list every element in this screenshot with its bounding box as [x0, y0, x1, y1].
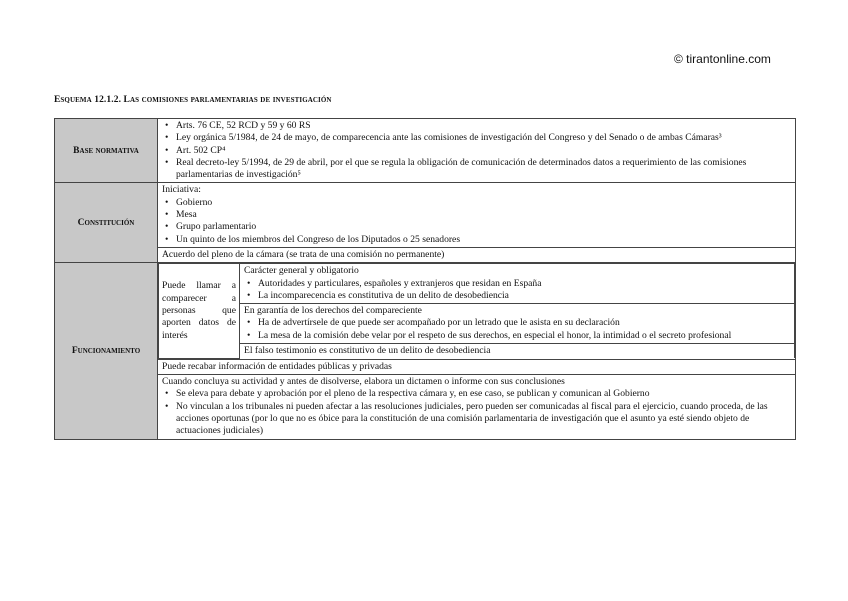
- base-normativa-list: [162, 120, 791, 181]
- list-item: • La incomparecencia es constitutiva de un delito de desobediencia: [244, 290, 790, 302]
- acuerdo-pleno: Acuerdo del pleno de la cámara (se trata de una comisión no permanente): [158, 247, 796, 262]
- garantia-cell: [240, 304, 795, 344]
- row-acuerdo: [55, 247, 796, 262]
- row-base-normativa: [55, 119, 796, 183]
- caracter-title: Carácter general y obligatorio: [244, 265, 359, 277]
- list-item: • Se eleva para debate y aprobación por el pleno de la respectiva cámara y, en ese caso, se publican y comunican al Gobierno: [162, 388, 791, 400]
- list-item: • Gobierno: [162, 197, 791, 209]
- list-item: • La mesa de la comisión debe velar por el respeto de sus derechos, en especial el honor, la intimidad o el secreto profesional: [244, 330, 790, 342]
- row-constitucion: [55, 183, 796, 247]
- row-funcionamiento: [55, 263, 796, 360]
- recabar-informacion: Puede recabar información de entidades públicas y privadas: [158, 359, 796, 374]
- funcionamiento-header: Funcionamiento: [55, 263, 158, 439]
- garantia-list: [244, 317, 790, 342]
- base-normativa-content: [158, 119, 796, 183]
- dictamen-list: [162, 388, 791, 437]
- base-normativa-header: Base normativa: [55, 119, 158, 183]
- comparecencia-subtable: [158, 263, 795, 359]
- comparecencia-block: [158, 263, 796, 360]
- list-item: • Grupo parlamentario: [162, 221, 791, 233]
- scheme-table: [54, 118, 796, 440]
- caracter-cell: [240, 264, 795, 304]
- constitucion-iniciativa: [158, 183, 796, 247]
- watermark: © tirantonline.com: [674, 52, 771, 66]
- dictamen-block: [158, 375, 796, 439]
- constitucion-header: Constitución: [55, 183, 158, 263]
- list-item: • Ley orgánica 5/1984, de 24 de mayo, de comparecencia ante las comisiones de investigación del Congreso y del Senado o de ambas Cámaras³: [162, 132, 791, 144]
- list-item: • Art. 502 CP⁴: [162, 145, 791, 157]
- puede-llamar: Puede llamar a comparecer a personas que aporten datos de interés: [159, 264, 240, 359]
- list-item: • Real decreto-ley 5/1994, de 29 de abril, por el que se regula la obligación de comunicación de determinados datos a requerimiento de las comisiones parlamentarias de investigación⁵: [162, 157, 791, 182]
- garantia-title: En garantía de los derechos del compareciente: [244, 305, 422, 317]
- list-item: • Ha de advertírsele de que puede ser acompañado por un letrado que le asista en su declaración: [244, 317, 790, 329]
- dictamen-intro: Cuando concluya su actividad y antes de disolverse, elabora un dictamen o informe con sus conclusiones: [162, 376, 565, 388]
- list-item: • Arts. 76 CE, 52 RCD y 59 y 60 RS: [162, 120, 791, 132]
- falso-testimonio: El falso testimonio es constitutivo de un delito de desobediencia: [240, 344, 795, 359]
- list-item: • Mesa: [162, 209, 791, 221]
- list-item: • No vinculan a los tribunales ni pueden afectar a las resoluciones judiciales, pero pueden ser comunicadas al fiscal para el ejercicio, cuando proceda, de las acciones oportunas (por lo que no es óbice para la constitución de una comisión parlamentaria de investigación que el asunto ya esté siendo objeto de actuaciones judiciales): [162, 401, 791, 438]
- caracter-list: [244, 278, 790, 303]
- row-dictamen: [55, 375, 796, 439]
- list-item: • Un quinto de los miembros del Congreso de los Diputados o 25 senadores: [162, 234, 791, 246]
- row-recabar: [55, 359, 796, 374]
- scheme-caption: Esquema 12.1.2. Las comisiones parlamentarias de investigación: [54, 95, 332, 105]
- iniciativa-list: [162, 197, 791, 246]
- list-item: • Autoridades y particulares, españoles y extranjeros que residan en España: [244, 278, 790, 290]
- iniciativa-label: Iniciativa:: [162, 184, 201, 196]
